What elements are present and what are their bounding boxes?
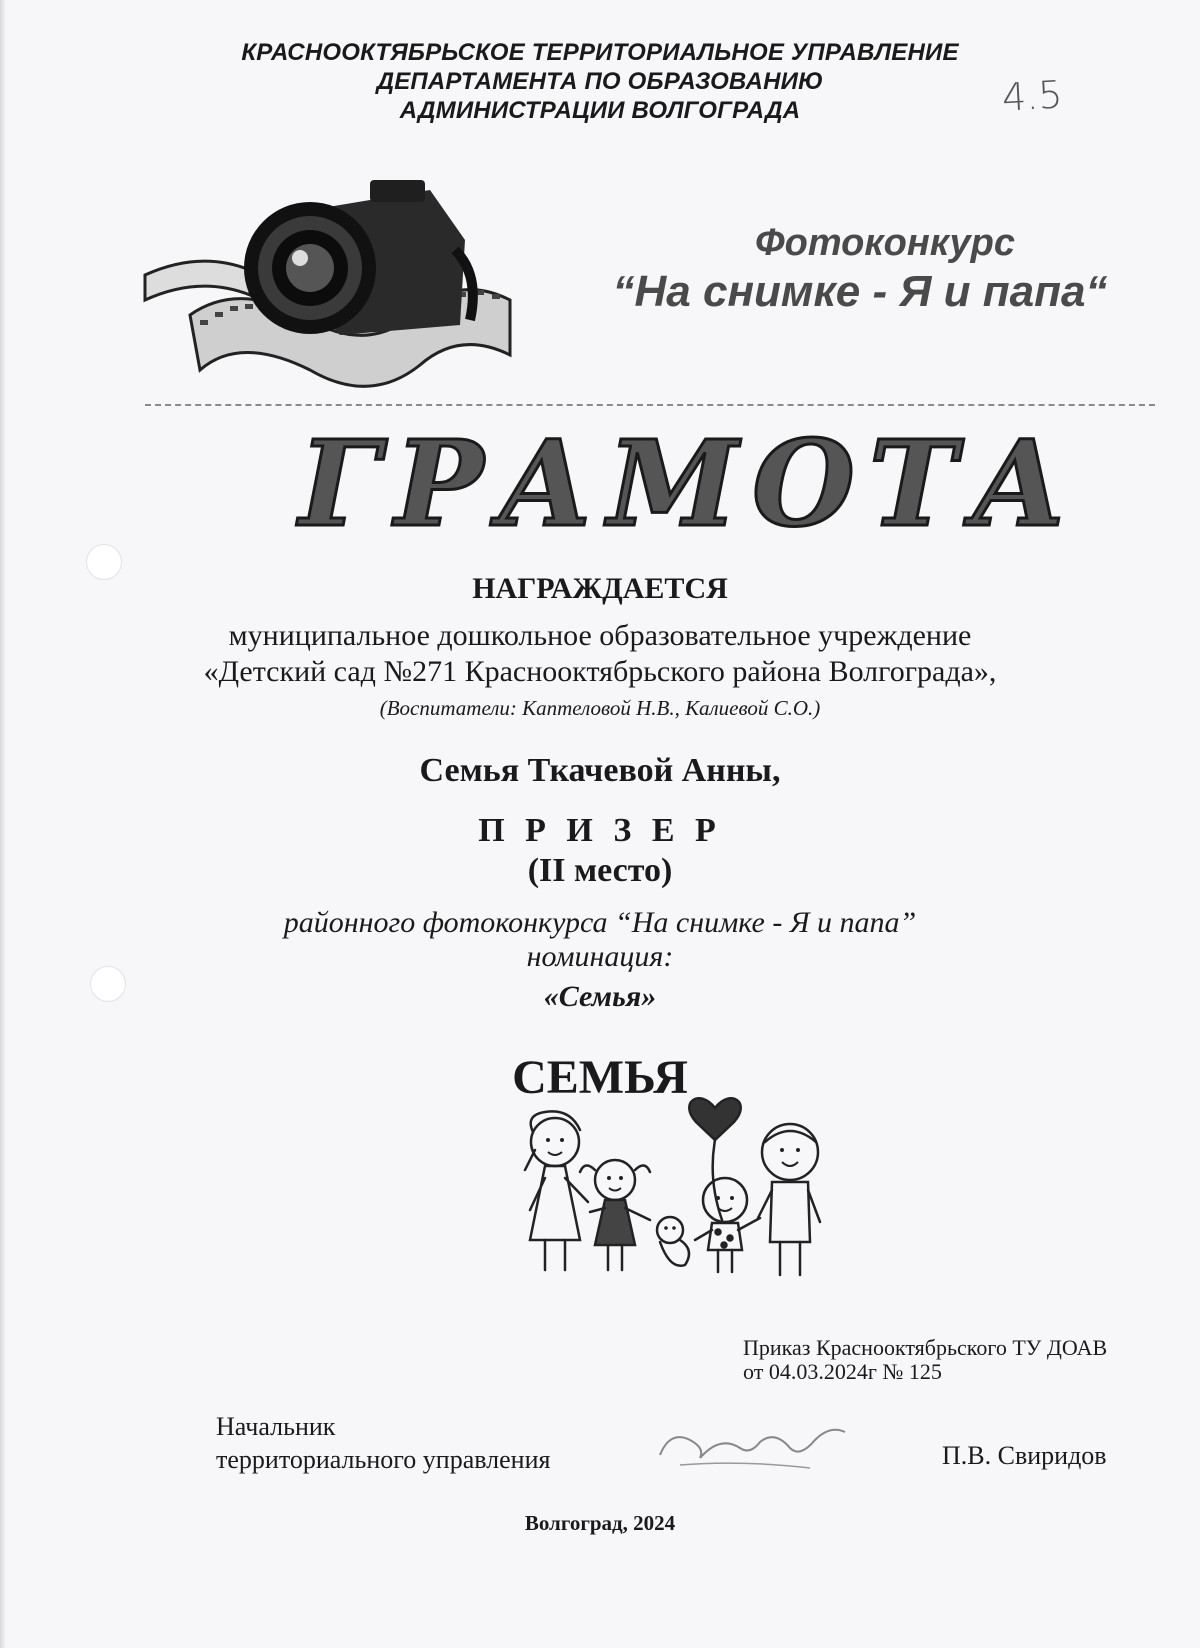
contest-heading-line-2: “На снимке - Я и папа“ bbox=[612, 267, 1108, 316]
document-title-text: ГРАМОТА bbox=[299, 415, 1081, 553]
institution-line-1: муниципальное дошкольное образовательное учреждение bbox=[228, 619, 972, 652]
section-heading: СЕМЬЯ bbox=[512, 1051, 688, 1104]
dashed-divider bbox=[145, 404, 1155, 406]
winner-label: П Р И З Е Р bbox=[478, 812, 722, 849]
authority-line-3: АДМИНИСТРАЦИИ ВОЛГОГРАДА bbox=[399, 97, 801, 124]
city-year: Волгоград, 2024 bbox=[524, 1511, 676, 1535]
authority-line-1: КРАСНООКТЯБРЬСКОЕ ТЕРРИТОРИАЛЬНОЕ УПРАВЛЕНИЕ bbox=[241, 39, 959, 66]
teachers-note: (Воспитатели: Каптеловой Н.В., Калиевой С.О.) bbox=[379, 696, 821, 720]
institution-line-2: «Детский сад №271 Краснооктябрьского района Волгограда», bbox=[203, 655, 997, 688]
contest-heading-line-1: Фотоконкурс bbox=[754, 222, 1015, 264]
handwritten-mark: 4.5 bbox=[1000, 72, 1064, 120]
signatory-title bbox=[216, 1410, 550, 1476]
place-label: (II место) bbox=[527, 852, 673, 889]
authority-line-2: ДЕПАРТАМЕНТА ПО ОБРАЗОВАНИЮ bbox=[376, 68, 824, 95]
document-title bbox=[290, 415, 1090, 555]
issuing-authority bbox=[200, 38, 1000, 125]
signatory-title-line-2: территориального управления bbox=[216, 1445, 551, 1474]
signatory-title-line-1: Начальник bbox=[216, 1412, 336, 1441]
nomination-value: «Семья» bbox=[543, 980, 657, 1013]
camera-film-illustration bbox=[140, 180, 520, 400]
nomination-label: номинация: bbox=[526, 940, 674, 973]
order-line-2: от 04.03.2024г № 125 bbox=[743, 1359, 942, 1384]
contest-reference: районного фотоконкурса “На снимке - Я и папа” bbox=[283, 906, 917, 939]
institution-name bbox=[150, 618, 1050, 690]
family-drawing bbox=[500, 1090, 860, 1290]
order-line-1: Приказ Краснооктябрьского ТУ ДОАВ bbox=[743, 1335, 1108, 1360]
awarded-label: НАГРАЖДАЕТСЯ bbox=[472, 572, 728, 605]
contest-heading bbox=[540, 220, 1180, 318]
signatory-name: П.В. Свиридов bbox=[942, 1441, 1107, 1470]
order-reference bbox=[743, 1336, 1107, 1384]
recipient-name: Семья Ткачевой Анны, bbox=[419, 752, 781, 789]
handwritten-signature bbox=[650, 1410, 850, 1480]
